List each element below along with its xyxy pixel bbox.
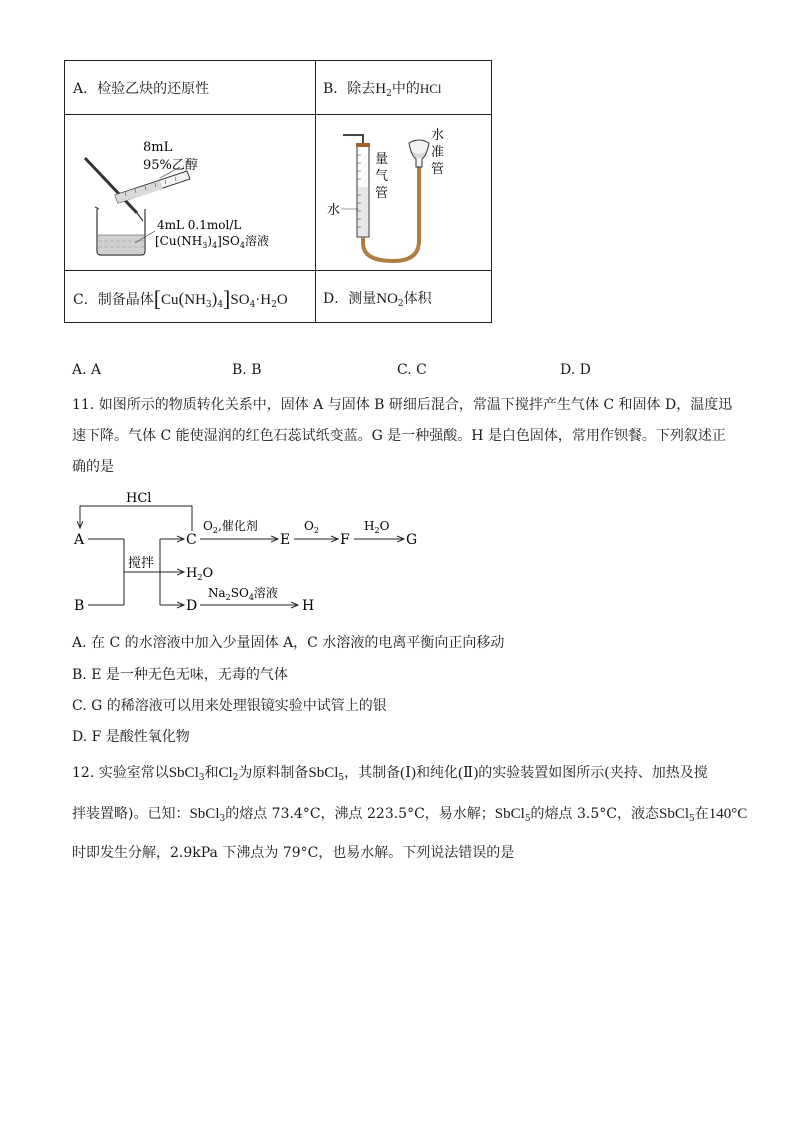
label-water-left: 水 (327, 203, 341, 218)
node-a: A (74, 532, 85, 548)
label-o2: $O_2$ (304, 519, 319, 535)
gas-burette (356, 143, 370, 237)
q11-option-c: C. G 的稀溶液可以用来处理银镜实验中试管上的银 (72, 698, 387, 714)
label-stir: 搅拌 (128, 556, 155, 571)
label-tube-3: 管 (375, 186, 389, 201)
cell-d-caption: D．测量$NO_2$体积 (323, 291, 432, 309)
label-h2o-top: $H_2O$ (364, 519, 390, 535)
figure-c-apparatus (75, 123, 305, 263)
q10-option-a: A. A (72, 362, 102, 378)
label-right-2: 准 (431, 145, 445, 160)
cylinder-tilted (115, 171, 190, 203)
label-tube-1: 量 (375, 152, 389, 167)
label-na2so4: $Na_2SO_4$溶液 (208, 586, 278, 602)
q12-line-1: 12. 实验室常以SbCl$_3$和$Cl_2$为原料制备SbCl$_5$，其制备(Ⅰ)和纯化(Ⅱ)的实验装置如图所示(夹持、加热及搅 (72, 765, 708, 783)
node-g: G (406, 532, 418, 548)
label-o2-catalyst: $O_2$,催化剂 (203, 519, 258, 535)
q11-option-b: B. E 是一种无色无味，无毒的气体 (72, 667, 288, 683)
label-complex: $[Cu(NH_3)_4]SO_4$溶液 (155, 234, 269, 250)
arrow-hcl (80, 506, 192, 531)
cell-b-caption: B．除去$H_2$中的HCl (323, 81, 442, 99)
q11-option-d: D. F 是酸性氧化物 (72, 729, 190, 745)
rubber-tube (363, 167, 419, 261)
table-divider-2 (65, 270, 491, 271)
q12-line-2: 拌装置略)。已知：SbCl$_3$的熔点 73.4°C，沸点 223.5°C，易水解；SbCl$_5$的熔点 3.5°C，液态SbCl$_5$在140°C (72, 806, 748, 824)
node-b: B (74, 598, 85, 614)
pipette-rod (85, 158, 137, 213)
node-d: D (186, 598, 198, 614)
q10-option-b: B. B (232, 362, 262, 378)
label-right-3: 管 (431, 162, 445, 177)
q10-option-c: C. C (397, 362, 427, 378)
node-h: H (302, 598, 315, 614)
table-divider-1 (65, 114, 491, 115)
q11-line-1: 11. 如图所示的物质转化关系中，固体 A 与固体 B 研细后混合，常温下搅拌产生气体 C 和固体 D，温度迅 (72, 397, 733, 413)
q11-transformation-diagram (72, 486, 432, 618)
node-e: E (280, 532, 291, 548)
label-tube-2: 气 (375, 169, 389, 184)
label-hcl: HCl (126, 491, 152, 506)
leveling-funnel (409, 140, 429, 167)
table-divider-vertical (315, 61, 316, 322)
q10-option-d: D. D (560, 362, 591, 378)
label-4ml: 4mL 0.1mol/L (157, 218, 242, 232)
q12-line-3: 时即发生分解，2.9kPa 下沸点为 79°C，也易水解。下列说法错误的是 (72, 845, 515, 861)
node-c: C (186, 532, 197, 548)
delivery-tube (343, 135, 363, 143)
q11-option-a: A. 在 C 的水溶液中加入少量固体 A，C 水溶液的电离平衡向正向移动 (72, 635, 505, 651)
cell-c-caption: C．制备晶体$[Cu(NH_3)_4]SO_4\cdot H_2O$ (73, 286, 288, 311)
node-h2o: $H_2O$ (186, 566, 214, 582)
cell-a-caption: A．检验乙炔的还原性 (73, 81, 210, 97)
q11-line-2: 速下降。气体 C 能使湿润的红色石蕊试纸变蓝。G 是一种强酸。H 是白色固体，常用作钡餐。下列叙述正 (72, 428, 726, 444)
figure-d-apparatus (323, 123, 483, 263)
label-ethanol: 95%乙醇 (143, 158, 198, 173)
options-table (64, 60, 492, 323)
q11-line-3: 确的是 (72, 459, 114, 475)
label-right-1: 水 (431, 128, 445, 143)
node-f: F (340, 532, 350, 548)
label-8ml: 8mL (143, 140, 173, 155)
